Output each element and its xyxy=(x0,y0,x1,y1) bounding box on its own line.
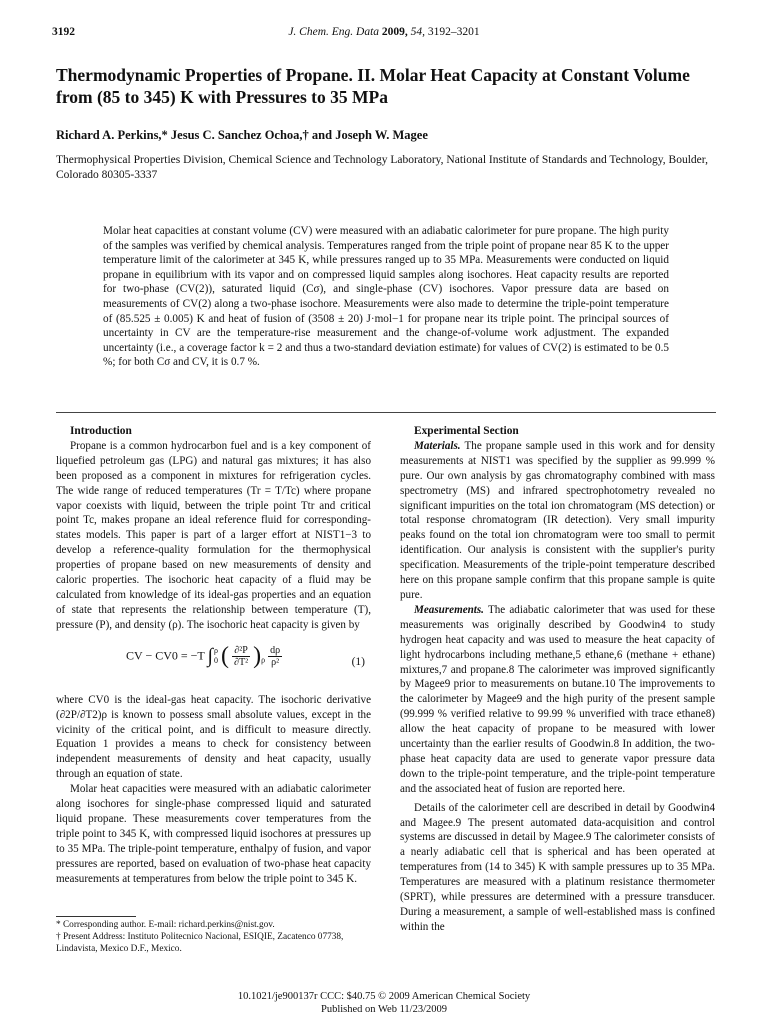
doi-line: 10.1021/je900137r CCC: $40.75 © 2009 American Chemical Society xyxy=(237,991,531,1002)
right-paren-icon: ) xyxy=(253,642,262,669)
running-header xyxy=(52,26,716,42)
affiliation: Thermophysical Properties Division, Chemical Science and Technology Laboratory, National Institute of Standards and Technology, Boulder, Colorado 80305-3337 xyxy=(56,154,708,181)
integral-sign-icon: ∫ xyxy=(207,644,214,667)
abstract-divider xyxy=(56,412,716,413)
measurements-lead: Measurements. xyxy=(414,603,484,616)
equation-body: CV − CV0 = −T ∫ ρ 0 ( $\frac{\text{∂²P}}{\text{∂T²}}$ )$_\rho$ $\frac{d\rho}{\text{ρ²}}$ xyxy=(126,642,281,669)
present-address-note: † Present Address: Instituto Politecnico Nacional, ESIQIE, Zacatenco 07738, Lindavista, Mexico D.F., Mexico. xyxy=(56,932,344,954)
footnotes xyxy=(56,916,371,955)
left-column xyxy=(56,424,371,886)
published-line: Published on Web 11/23/2009 xyxy=(320,1004,448,1015)
details-paragraph: Details of the calorimeter cell are described in detail by Goodwin4 and Magee.9 The present automated data-acquisition and control systems are discussed in detail by Magee.9 The calorimeter consists of a nearly adiabatic cell that is spherical and has been operated at temperatures from (14 to 345) K with sample pressures up to 35 MPa. Temperatures are measured with a platinum resistance thermometer (SPRT), while pressures are determined with a pressure transducer. During a measurement, a sample of well-established mass is confined within the xyxy=(400,801,715,933)
materials-text: The propane sample used in this work and for density measurements at NIST1 was specified by the supplier as 99.999 % pure. Our own analysis by gas chromatography combined with mass spectrometry (MS) and infrared spectrophotometry revealed no significant impurities on the total ion chromatogram (MS detection) or total response chromatogram (IR detection). Very small impurity peaks found on the total ion chromatogram were too small to permit identification. Our analysis is consistent with the supplier's purity specification. Measurements of the triple-point temperature described here on this propane sample confirm that this propane sample is quite pure. xyxy=(400,439,715,601)
left-paren-icon: ( xyxy=(221,642,230,669)
second-derivative-fraction: $\frac{\text{∂²P}}{\text{∂T²}}$ xyxy=(234,644,249,668)
journal-year: 2009, xyxy=(381,26,408,38)
intro-paragraph-2: where CV0 is the ideal-gas heat capacity. The isochoric derivative (∂2P/∂T2)ρ is known to possess small absolute values, except in the vicinity of the critical point, and is difficult to measure directly. Equation 1 provides a means to check for consistency between independent measurements of density and heat capacity, usually through an equation of state. xyxy=(56,693,371,781)
intro-paragraph-3: Molar heat capacities were measured with an adiabatic calorimeter along isochores for single-phase compressed liquid and saturated liquid propane. These measurements cover temperatures from the triple point to 345 K, with compressed liquid isochores at pressures up to 35 MPa. The triple-point temperature, enthalpy of fusion, and vapor pressures are reported, based on evaluation of two-phase heat capacity measurements at temperatures from below the triple point to 345 K. xyxy=(56,783,371,885)
page-number: 3192 xyxy=(52,26,75,38)
footnote-divider xyxy=(56,916,136,917)
paper-title: Thermodynamic Properties of Propane. II. Molar Heat Capacity at Constant Volume from (85 to 345) K with Pressures to 35 MPa xyxy=(56,65,690,107)
equation-number: (1) xyxy=(351,655,365,668)
journal-citation xyxy=(52,26,716,38)
intro-paragraph-1: Propane is a common hydrocarbon fuel and is a key component of liquefied petroleum gas (LPG) and natural gas mixtures; it has also been proposed as a component in mixtures for refrigeration cycles. The wide range of reduced temperatures (Tr = T/Tc) where propane vapor coexists with liquid, between the triple point Ttr and critical point Tc, makes propane an ideal reference fluid for corresponding-states models. This paper is part of a larger effort at NIST1−3 to develop a reference-quality formulation for the thermophysical properties of propane based on new measurements of density and caloric properties. The isochoric heat capacity of a fluid may be calculated from knowledge of its ideal-gas properties and an equation of state that represents the relationship between temperature (T), pressure (P), and density (ρ). The isochoric heat capacity is given by xyxy=(56,439,371,631)
integral-limits: ρ 0 xyxy=(214,646,219,666)
corresponding-author-note: * Corresponding author. E-mail: richard.perkins@nist.gov. xyxy=(56,920,275,930)
equation-1 xyxy=(56,637,371,687)
journal-pages: 3192–3201 xyxy=(427,26,480,38)
materials-lead: Materials. xyxy=(414,439,461,452)
measurements-text: The adiabatic calorimeter that was used for these measurements was originally described by Goodwin4 to study hydrogen heat capacity and was used to measure the heat capacity of light hydrocarbons including methane,5 ethane,6 (methane + ethane) mixtures,7 and propane.8 The calorimeter was improved significantly by Magee9 prior to measurements on butane.10 The improvements to the calorimeter by Magee9 and the high purity of the present sample (99.999 % verified relative to 99.99 % unverified with trace ethane8) allow the heat capacity of propane to be measured with lower uncertainty than the earlier results of Goodwin.8 In addition, the two-phase heat capacity data are used to generate vapor pressure data down to the triple-point temperature, and the triple-point temperature and the associated heat of fusion are reported here. xyxy=(400,603,715,795)
introduction-heading: Introduction xyxy=(70,425,132,437)
equation-lhs: CV − CV0 = −T xyxy=(126,647,205,662)
right-column xyxy=(400,424,715,935)
measurements-paragraph xyxy=(400,603,715,797)
drho-fraction: $\frac{d\rho}{\text{ρ²}}$ xyxy=(270,644,281,668)
materials-paragraph xyxy=(400,439,715,603)
abstract: Molar heat capacities at constant volume (CV) were measured with an adiabatic calorimeter for pure propane. The high purity of the samples was verified by chemical analysis. Temperatures ranged from the triple point of propane near 85 K to the upper temperature limit of the calorimeter at 345 K, while pressures ranged up to 35 MPa. Measurements were conducted on liquid propane in equilibrium with its vapor and on compressed liquid samples along isochores. Heat capacity results are reported for two-phase (CV(2)), saturated liquid (Cσ), and single-phase (CV) isochores. Vapor pressure data are based on measurements of CV(2) along a two-phase isochore. Measurements were also made to determine the triple-point temperature of (85.525 ± 0.005) K and heat of fusion of (3508 ± 20) J·mol−1 for propane near its triple point. The principal sources of uncertainty in CV are the temperature-rise measurement and the change-of-volume work adjustment. The expanded uncertainty (i.e., a coverage factor k = 2 and thus a two-standard deviation estimate) for values of CV(2) is estimated to be 0.5 %; for both Cσ and CV, it is 0.7 %. xyxy=(103,225,669,369)
experimental-heading: Experimental Section xyxy=(414,425,519,437)
journal-volume: 54, xyxy=(410,26,426,38)
page-footer xyxy=(56,990,712,1016)
journal-name: J. Chem. Eng. Data xyxy=(288,26,380,38)
author-list: Richard A. Perkins,* Jesus C. Sanchez Ochoa,† and Joseph W. Magee xyxy=(56,128,428,142)
